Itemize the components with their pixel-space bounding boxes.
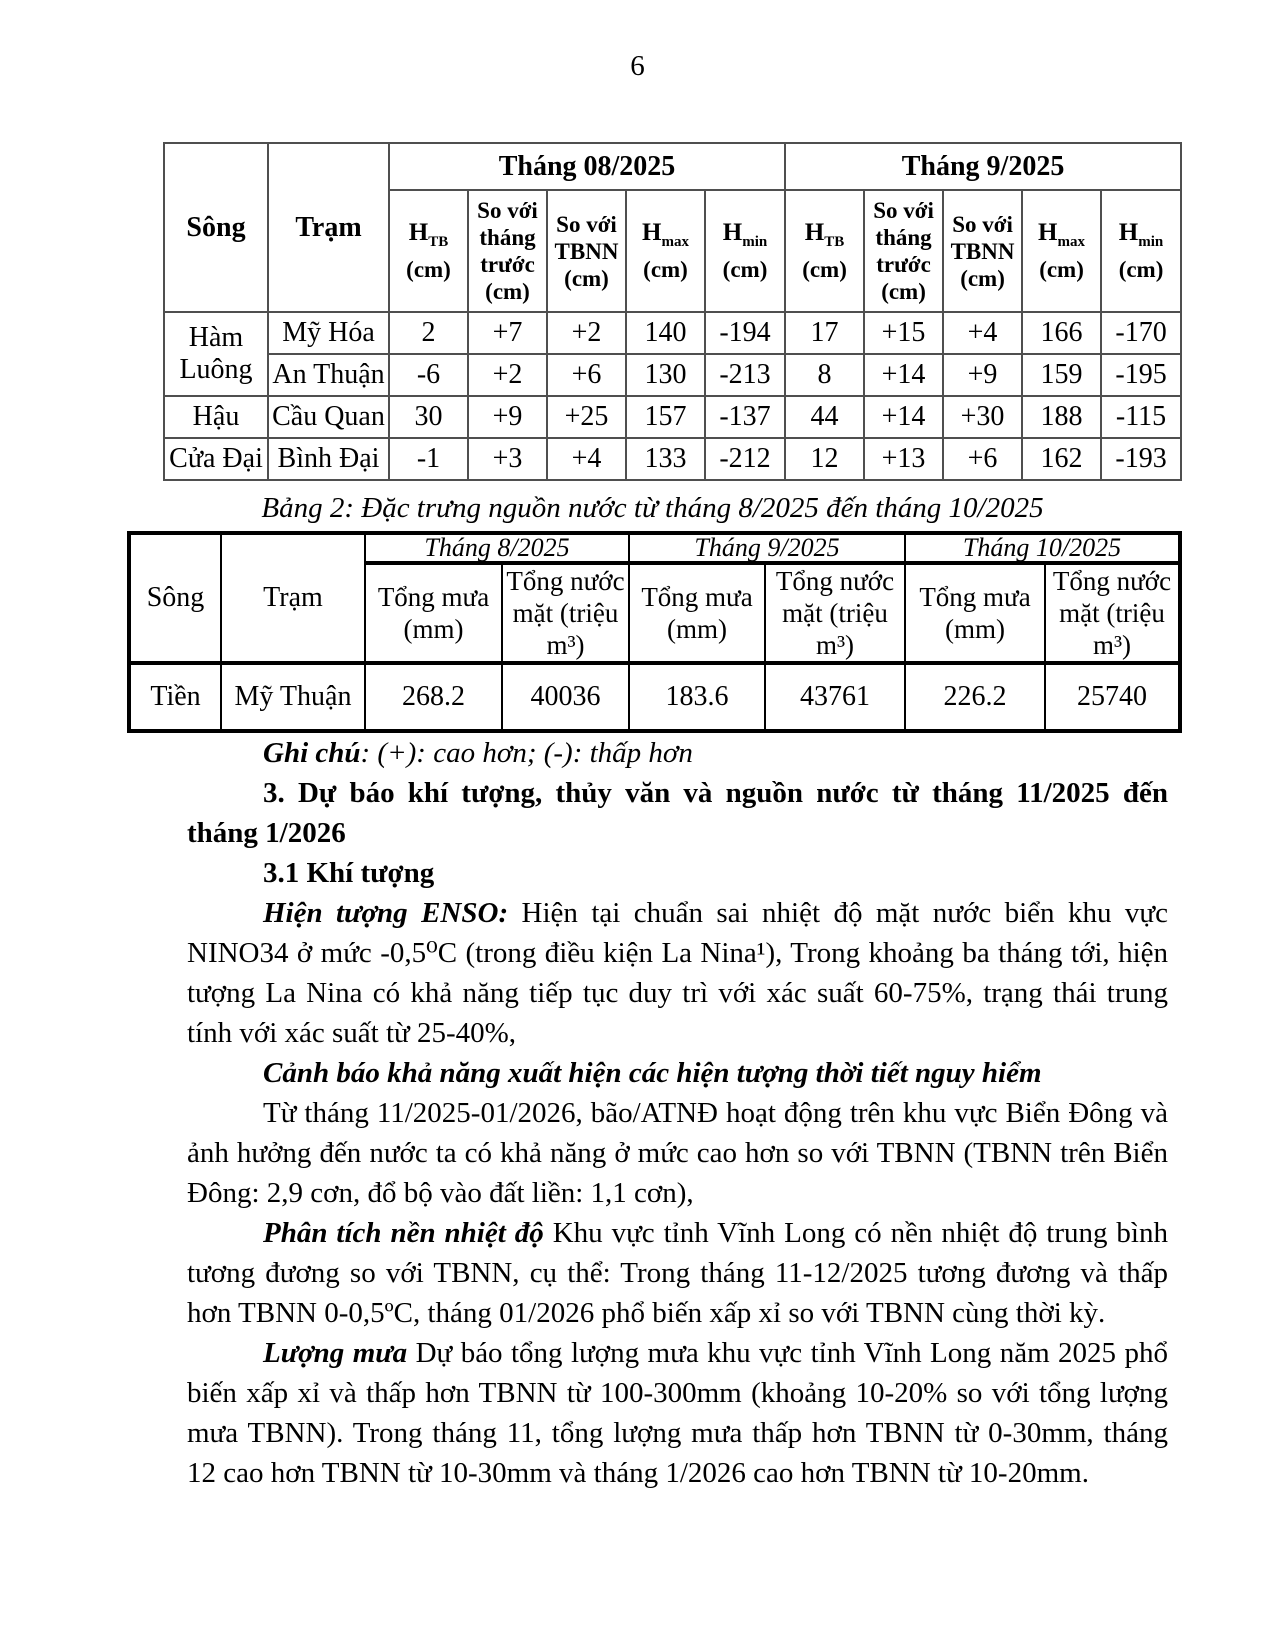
value-cell: +9 (468, 396, 547, 438)
value-cell: -170 (1101, 312, 1181, 354)
value-cell: -6 (389, 354, 468, 396)
column-header-vs-prev-month: So với tháng trước (cm) (468, 190, 547, 312)
warning-heading: Cảnh báo khả năng xuất hiện các hiện tượng thời tiết nguy hiểm (263, 1057, 1042, 1089)
value-cell: 268.2 (365, 663, 502, 731)
column-header-htb: $H_{TB}$ (cm) (785, 190, 864, 312)
river-name: Hậu (164, 396, 268, 438)
value-cell: 44 (785, 396, 864, 438)
table-row (164, 354, 1181, 396)
column-header-surface-water: Tổng nước mặt (triệu m³) (502, 563, 629, 663)
month-header-sep-2025: Tháng 9/2025 (785, 143, 1181, 190)
value-cell: +14 (864, 396, 943, 438)
value-cell: -137 (705, 396, 785, 438)
value-cell: 17 (785, 312, 864, 354)
value-cell: 25740 (1045, 663, 1180, 731)
river-name: Hàm Luông (164, 312, 268, 396)
value-cell: +4 (547, 438, 626, 480)
value-cell: +13 (864, 438, 943, 480)
column-header-vs-tbnn: So với TBNN (cm) (943, 190, 1022, 312)
column-header-station: Trạm (221, 533, 365, 663)
table-header-row (164, 143, 1181, 190)
column-header-total-rain: Tổng mưa (mm) (365, 563, 502, 663)
column-header-river: Sông (129, 533, 221, 663)
column-header-river: Sông (164, 143, 268, 312)
value-cell: -212 (705, 438, 785, 480)
column-header-hmax: $H_{max}$ (cm) (1022, 190, 1101, 312)
value-cell: 162 (1022, 438, 1101, 480)
note (187, 733, 1168, 773)
value-cell: 133 (626, 438, 705, 480)
value-cell: 140 (626, 312, 705, 354)
value-cell: +25 (547, 396, 626, 438)
station-name: Mỹ Thuận (221, 663, 365, 731)
column-header-hmax: $H_{max}$ (cm) (626, 190, 705, 312)
value-cell: 130 (626, 354, 705, 396)
column-header-total-rain: Tổng mưa (mm) (629, 563, 765, 663)
value-cell: +9 (943, 354, 1022, 396)
column-header-vs-prev-month: So với tháng trước (cm) (864, 190, 943, 312)
water-level-table (163, 142, 1182, 481)
note-text: : (+): cao hơn; (-): thấp hơn (360, 737, 693, 769)
paragraph-rainfall (187, 1333, 1168, 1493)
page-number: 6 (630, 50, 645, 82)
table-row (164, 396, 1181, 438)
column-header-station: Trạm (268, 143, 389, 312)
value-cell: -213 (705, 354, 785, 396)
month-header-sep-2025: Tháng 9/2025 (629, 533, 905, 563)
water-source-table (127, 531, 1182, 733)
value-cell: +30 (943, 396, 1022, 438)
station-name: Cầu Quan (268, 396, 389, 438)
river-name: Tiền (129, 663, 221, 731)
value-cell: +14 (864, 354, 943, 396)
value-cell: -193 (1101, 438, 1181, 480)
column-header-surface-water: Tổng nước mặt (triệu m³) (765, 563, 905, 663)
value-cell: +3 (468, 438, 547, 480)
value-cell: 30 (389, 396, 468, 438)
table-header-row (129, 533, 1180, 563)
column-header-surface-water: Tổng nước mặt (triệu m³) (1045, 563, 1180, 663)
value-cell: 8 (785, 354, 864, 396)
table2-caption: Bảng 2: Đặc trưng nguồn nước từ tháng 8/2025 đến tháng 10/2025 (261, 492, 1044, 524)
table-row (129, 663, 1180, 731)
paragraph-lead: Lượng mưa (263, 1337, 408, 1369)
paragraph-text: Hiện tại chuẩn sai nhiệt độ mặt nước biển khu vực NINO34 ở mức -0,5⁰C (trong điều kiện La Nina¹), Trong khoảng ba tháng tới, hiện tượng La Nina có khả năng tiếp tục duy trì với xác suất 60-75%, trạng thái trung tính với xác suất từ 25-40%, (187, 897, 1168, 1049)
value-cell: 2 (389, 312, 468, 354)
value-cell: 166 (1022, 312, 1101, 354)
value-cell: -1 (389, 438, 468, 480)
value-cell: +4 (943, 312, 1022, 354)
paragraph-lead: Hiện tượng ENSO: (263, 897, 509, 929)
paragraph-temperature (187, 1213, 1168, 1333)
paragraph-text: Dự báo tổng lượng mưa khu vực tỉnh Vĩnh Long năm 2025 phổ biến xấp xỉ và thấp hơn TBNN từ 100-300mm (khoảng 10-20% so với tổng lượng mưa TBNN). Trong tháng 11, tổng lượng mưa thấp hơn TBNN từ 0-30mm, tháng 12 cao hơn TBNN từ 10-30mm và tháng 1/2026 cao hơn TBNN từ 10-20mm. (187, 1337, 1168, 1489)
column-header-hmin: $H_{min}$ (cm) (1101, 190, 1181, 312)
value-cell: 43761 (765, 663, 905, 731)
value-cell: -194 (705, 312, 785, 354)
subsection-heading: 3.1 Khí tượng (263, 857, 435, 889)
month-header-aug-2025: Tháng 08/2025 (389, 143, 785, 190)
value-cell: +15 (864, 312, 943, 354)
value-cell: 183.6 (629, 663, 765, 731)
table-row (164, 438, 1181, 480)
value-cell: +6 (547, 354, 626, 396)
value-cell: 226.2 (905, 663, 1045, 731)
value-cell: -115 (1101, 396, 1181, 438)
column-header-htb: $H_{TB}$ (cm) (389, 190, 468, 312)
paragraph-text: Khu vực tỉnh Vĩnh Long có nền nhiệt độ trung bình tương đương so với TBNN, cụ thể: Trong tháng 11-12/2025 tương đương và thấp hơn TBNN 0-0,5ºC, tháng 01/2026 phổ biến xấp xỉ so với TBNN cùng thời kỳ. (187, 1217, 1168, 1329)
river-name: Cửa Đại (164, 438, 268, 480)
value-cell: 157 (626, 396, 705, 438)
section-heading: 3. Dự báo khí tượng, thủy văn và nguồn nước từ tháng 11/2025 đến tháng 1/2026 (187, 777, 1168, 849)
paragraph-storm: Từ tháng 11/2025-01/2026, bão/ATNĐ hoạt động trên khu vực Biển Đông và ảnh hưởng đến nước ta có khả năng ở mức cao hơn so với TBNN (TBNN trên Biển Đông: 2,9 cơn, đổ bộ vào đất liền: 1,1 cơn), (187, 1097, 1168, 1209)
body-text (187, 733, 1168, 1493)
station-name: Mỹ Hóa (268, 312, 389, 354)
value-cell: +7 (468, 312, 547, 354)
column-header-hmin: $H_{min}$ (cm) (705, 190, 785, 312)
table-row (164, 312, 1181, 354)
column-header-total-rain: Tổng mưa (mm) (905, 563, 1045, 663)
value-cell: 12 (785, 438, 864, 480)
value-cell: +6 (943, 438, 1022, 480)
month-header-oct-2025: Tháng 10/2025 (905, 533, 1180, 563)
station-name: An Thuận (268, 354, 389, 396)
note-label: Ghi chú (263, 737, 361, 769)
value-cell: 159 (1022, 354, 1101, 396)
value-cell: +2 (468, 354, 547, 396)
column-header-vs-tbnn: So với TBNN (cm) (547, 190, 626, 312)
value-cell: +2 (547, 312, 626, 354)
paragraph-lead: Phân tích nền nhiệt độ (263, 1217, 544, 1249)
station-name: Bình Đại (268, 438, 389, 480)
value-cell: -195 (1101, 354, 1181, 396)
paragraph-enso (187, 893, 1168, 1053)
value-cell: 188 (1022, 396, 1101, 438)
month-header-aug-2025: Tháng 8/2025 (365, 533, 629, 563)
value-cell: 40036 (502, 663, 629, 731)
